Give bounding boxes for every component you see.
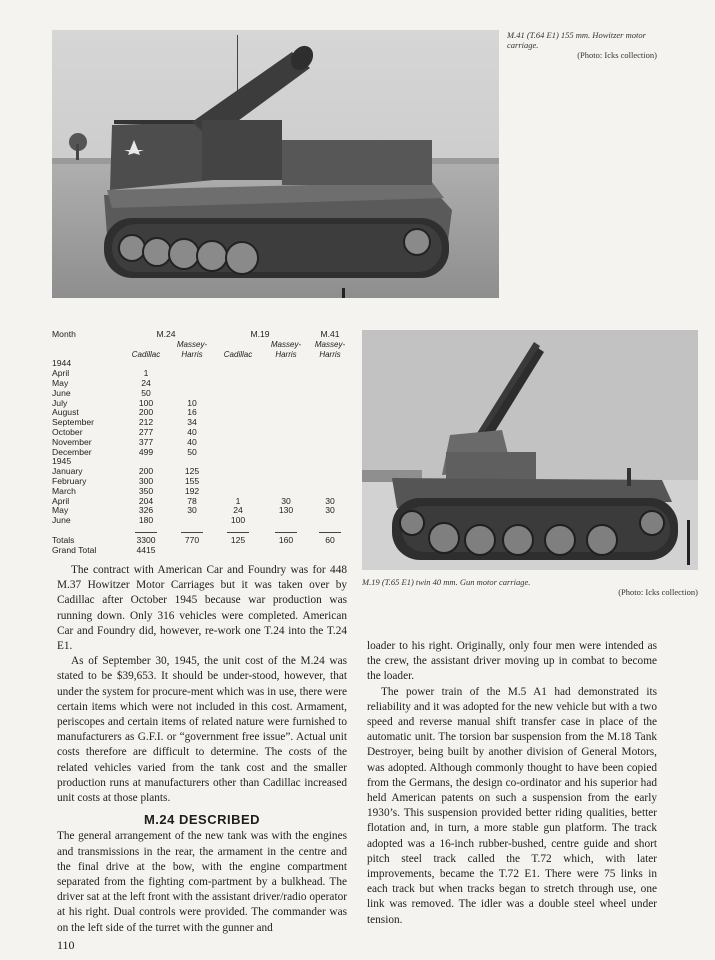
row-label: May: [52, 377, 69, 388]
table-cell: 180: [138, 515, 154, 526]
table-cell: 60: [325, 534, 335, 545]
table-cell: 155: [184, 475, 200, 486]
row-label: Totals: [52, 534, 75, 545]
table-cell: [308, 359, 352, 369]
table-cell: 30: [325, 495, 335, 506]
table-cell: [264, 399, 308, 409]
row-label: 1945: [52, 456, 72, 467]
table-header-cell: [212, 340, 264, 350]
table-row: [52, 428, 352, 438]
table-row: [52, 359, 352, 369]
table-cell: 192: [184, 485, 200, 496]
table-cell: 24: [141, 377, 151, 388]
table-cell: [212, 448, 264, 458]
table-cell: [172, 359, 212, 369]
table-header-cell: Massey-: [314, 339, 346, 349]
table-header-cell: Cadillac: [131, 349, 161, 359]
table-header-cell: Harris: [275, 349, 297, 359]
table-cell: [308, 428, 352, 438]
table-cell: 50: [187, 446, 197, 457]
table-row: [52, 477, 352, 487]
howitzer-photo-caption: [507, 30, 657, 60]
table-row: [52, 497, 352, 507]
table-cell: [264, 477, 308, 487]
table-cell: [308, 389, 352, 399]
table-cell: 125: [184, 466, 200, 477]
page-number: 110: [57, 938, 75, 952]
table-cell: [212, 467, 264, 477]
table-cell: 100: [230, 515, 246, 526]
table-cell: 125: [230, 534, 246, 545]
table-header-cell: Harris: [181, 349, 203, 359]
table-cell: [264, 369, 308, 379]
table-cell: [308, 379, 352, 389]
table-cell: [212, 369, 264, 379]
row-label: November: [52, 436, 92, 447]
table-row: [52, 457, 352, 467]
table-header-cell: M.41: [320, 329, 340, 339]
right-text-column: [367, 639, 657, 928]
table-row: [52, 379, 352, 389]
table-cell: [264, 408, 308, 418]
table-cell: [212, 379, 264, 389]
table-cell: [212, 359, 264, 369]
table-cell: 200: [138, 466, 154, 477]
row-label: August: [52, 407, 79, 418]
row-label: May: [52, 505, 69, 516]
row-label: March: [52, 485, 76, 496]
table-cell: 204: [138, 495, 154, 506]
table-subheader-row: [52, 340, 352, 350]
gun-carriage-photo: [362, 330, 698, 570]
body-paragraph: The contract with American Car and Foundry was for 448 M.37 Howitzer Motor Carriages but it was taken over by Cadillac after October 1945 because war production was running down. Only 316 vehicles were completed. American Car and Foundry did, however, re-work one T.24 into the T.24 E1.: [57, 564, 347, 653]
table-cell: [308, 408, 352, 418]
table-header-cell: Harris: [319, 349, 341, 359]
table-cell: 499: [138, 446, 154, 457]
table-cell: [264, 467, 308, 477]
row-label: July: [52, 397, 68, 408]
body-paragraph: The general arrangement of the new tank was with the engines and transmissions in the rear, the armament in the centre and the final drive at the bow, with the engine compartment separated from the fighting com-partment by a bulkhead. The driver sat at the left front with the assistant driver/radio operator at his right. Dual controls were provided. The commander was on the left side of the turret with the gunner and: [57, 830, 347, 934]
table-cell: 212: [138, 417, 154, 428]
row-label: June: [52, 387, 71, 398]
table-cell: [264, 359, 308, 369]
table-cell: [212, 408, 264, 418]
table-cell: 24: [233, 505, 243, 516]
table-cell: 160: [278, 534, 294, 545]
table-cell: [308, 457, 352, 467]
table-header-cell: M.24: [156, 329, 176, 339]
table-cell: 326: [138, 505, 154, 516]
table-header-cell: Month: [52, 329, 76, 339]
table-cell: 40: [187, 426, 197, 437]
table-cell: 277: [138, 426, 154, 437]
table-row: [52, 487, 352, 497]
table-cell: [212, 399, 264, 409]
production-table: [52, 330, 352, 555]
section-heading: M.24 DESCRIBED: [143, 812, 261, 828]
table-row: [52, 546, 352, 556]
table-row: [52, 516, 352, 526]
table-cell: [264, 516, 308, 526]
table-row: [52, 399, 352, 409]
table-row: [52, 369, 352, 379]
table-cell: [212, 389, 264, 399]
table-cell: [264, 379, 308, 389]
table-header-cell: M.19: [250, 329, 270, 339]
table-cell: [308, 418, 352, 428]
table-header-cell: [120, 340, 172, 350]
table-cell: 10: [187, 397, 197, 408]
table-header-cell: Massey-: [176, 339, 208, 349]
table-row: [52, 506, 352, 516]
table-cell: 100: [138, 397, 154, 408]
row-label: June: [52, 515, 71, 526]
howitzer-photo: [52, 30, 499, 298]
row-label: 1944: [52, 358, 72, 369]
table-subheader-row: [52, 350, 352, 360]
howitzer-photo-credit: (Photo: Icks collection): [577, 50, 657, 60]
table-cell: [212, 477, 264, 487]
table-cell: [308, 369, 352, 379]
table-cell: 300: [138, 475, 154, 486]
row-label: December: [52, 446, 92, 457]
table-cell: [308, 399, 352, 409]
table-cell: [172, 546, 212, 556]
table-cell: 1: [235, 495, 241, 506]
table-cell: 1: [143, 368, 149, 379]
table-cell: [212, 457, 264, 467]
table-cell: 34: [187, 417, 197, 428]
gun-carriage-photo-caption: [362, 577, 698, 597]
table-row: [52, 418, 352, 428]
table-cell: 40: [187, 436, 197, 447]
table-cell: 200: [138, 407, 154, 418]
howitzer-caption-text: M.41 (T.64 E1) 155 mm. Howitzer motor carriage.: [507, 30, 646, 50]
table-cell: 16: [187, 407, 197, 418]
row-label: April: [52, 368, 70, 379]
body-paragraph: The power train of the M.5 A1 had demonstrated its reliability and it was adopted for the new vehicle but with a two speed and reverse manual shift transfer case in place of the automatic unit. The torsion bar suspension from the M.18 Tank Destroyer, being built by another division of General Motors, was adopted. Although commonly thought to have been copied from the Germans, the design co-ordinator and his superior had held American patents on such a suspension from the early 1930’s. This suspension provided better riding qualities, better flotation and, in turn, a more stable gun platform. The track adopted was a 16-inch rubber-bushed, centre guide and short pitch steel track called the T.72 which, with later improvements, became the T.72 E1. There were 75 links in each track but when tracks began to stretch through use, one link was removed. The idler was a double steel wheel under tension.: [367, 685, 657, 926]
table-cell: [308, 467, 352, 477]
table-cell: [264, 546, 308, 556]
table-row: [52, 438, 352, 448]
left-text-column: [57, 563, 347, 936]
row-label: October: [52, 426, 83, 437]
table-cell: [212, 428, 264, 438]
table-cell: 377: [138, 436, 154, 447]
table-cell: 770: [184, 534, 200, 545]
table-cell: [308, 448, 352, 458]
table-row: [52, 467, 352, 477]
table-cell: [172, 379, 212, 389]
table-header-row: [52, 330, 352, 340]
table-cell: 30: [281, 495, 291, 506]
table-cell: 50: [141, 387, 151, 398]
table-cell: [308, 546, 352, 556]
table-cell: [264, 457, 308, 467]
table-row: [52, 536, 352, 546]
table-cell: [264, 448, 308, 458]
table-cell: [308, 516, 352, 526]
table-row: [52, 408, 352, 418]
body-paragraph: As of September 30, 1945, the unit cost of the M.24 was stated to be $39,653. It should be under-stood, however, that under the system for procure-ment which was in use, there were certain items which were not included in this cost. Armament, periscopes and certain items of related nature were furnished to manufacturers as G.F.I. or “government free issue”. Actual unit costs therefore are difficult to determine. The costs of the related vehicles varied from the tank cost and the smaller production runs at manufacturers other than Cadillac increased unit costs at those plants.: [57, 655, 347, 805]
totals-rule: [52, 526, 352, 536]
table-cell: [264, 438, 308, 448]
row-label: April: [52, 495, 70, 506]
table-cell: [172, 369, 212, 379]
table-cell: 130: [278, 505, 294, 516]
row-label: September: [52, 417, 95, 428]
table-header-cell: [52, 340, 120, 350]
table-row: [52, 389, 352, 399]
body-paragraph: loader to his right. Originally, only four men were intended as the crew, the assistant driver moving up in combat to become the loader.: [367, 640, 657, 683]
table-cell: [308, 438, 352, 448]
table-cell: 30: [325, 505, 335, 516]
table-cell: 30: [187, 505, 197, 516]
row-label: Grand Total: [52, 544, 97, 555]
gun-carriage-photo-credit: (Photo: Icks collection): [618, 587, 698, 597]
table-cell: [264, 418, 308, 428]
gun-carriage-caption-text: M.19 (T.65 E1) twin 40 mm. Gun motor carriage.: [362, 577, 531, 587]
table-cell: [212, 438, 264, 448]
row-label: January: [52, 466, 83, 477]
row-label: February: [52, 475, 87, 486]
table-cell: [212, 418, 264, 428]
table-row: [52, 448, 352, 458]
table-cell: 78: [187, 495, 197, 506]
table-cell: 3300: [136, 534, 156, 545]
table-cell: [264, 428, 308, 438]
table-header-cell: Massey-: [270, 339, 302, 349]
table-cell: [212, 546, 264, 556]
table-cell: [172, 516, 212, 526]
table-cell: [264, 389, 308, 399]
table-header-cell: Cadillac: [223, 349, 253, 359]
table-cell: 4415: [136, 544, 156, 555]
table-cell: 350: [138, 485, 154, 496]
table-cell: [308, 477, 352, 487]
